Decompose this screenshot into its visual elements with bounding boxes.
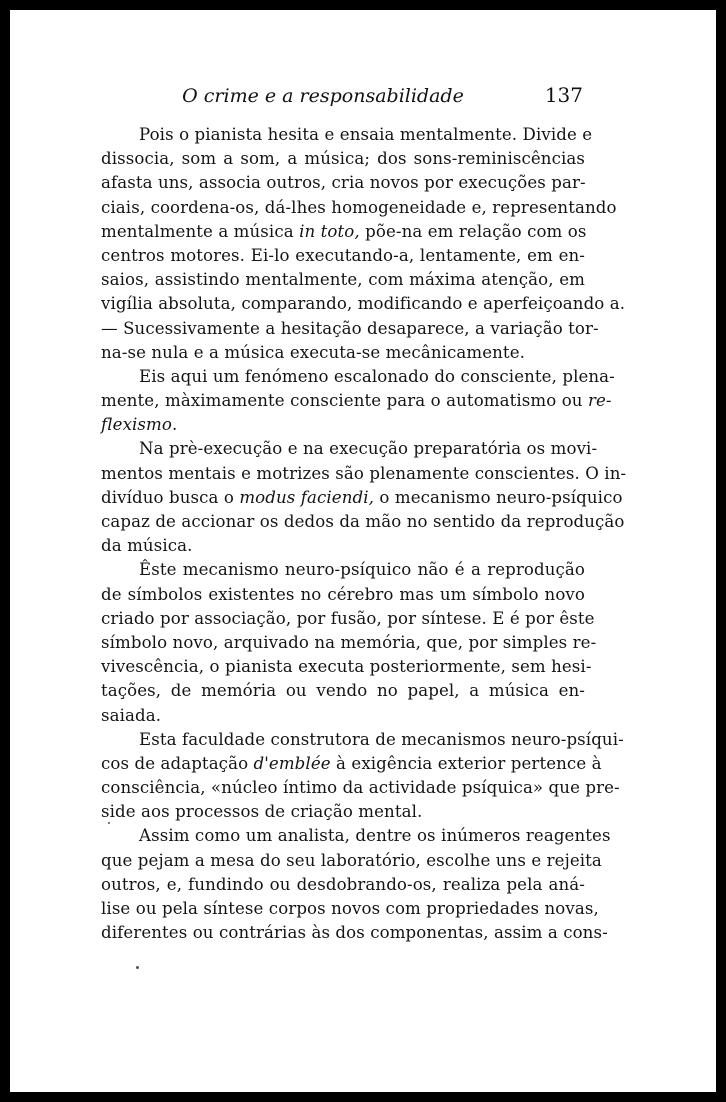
text-line: Assim como um analista, dentre os inúmeros reagentes <box>139 826 611 846</box>
text-line <box>101 486 623 510</box>
text-line: saiada. <box>101 705 162 725</box>
text-line <box>101 752 602 776</box>
body-text <box>101 123 627 945</box>
text-line: saios, assistindo mentalmente, com máxima atenção, em <box>101 270 585 290</box>
text-line: Eis aqui um fenómeno escalonado do consciente, plena- <box>139 366 615 386</box>
text-line: na-se nula e a música executa-se mecânicamente. <box>101 342 525 362</box>
text-line: outros, e, fundindo ou desdobrando-os, realiza pela aná- <box>101 874 585 894</box>
text-line: que pejam a mesa do seu laboratório, escolhe uns e rejeita <box>101 850 602 870</box>
italic-segment: modus faciendi, <box>239 487 375 507</box>
book-page <box>10 10 716 1092</box>
text-segment: . <box>171 415 178 435</box>
text-line: vigília absoluta, comparando, modificando e aperfeiçoando a. <box>101 294 626 314</box>
text-segment: cos de adaptação <box>101 753 254 773</box>
italic-segment: in toto, <box>299 221 360 241</box>
text-line: mentos mentais e motrizes são plenamente conscientes. O in- <box>101 463 627 483</box>
text-line: dissocia, som a som, a música; dos sons-reminiscências <box>101 149 585 169</box>
text-line: centros motores. Ei-lo executando-a, lentamente, em en- <box>101 245 585 265</box>
ink-speck <box>136 966 139 969</box>
text-line: ciais, coordena-os, dá-lhes homogeneidade e, representando <box>101 197 617 217</box>
text-line <box>101 389 612 413</box>
italic-segment: re- <box>587 391 612 411</box>
text-line: da música. <box>101 536 193 556</box>
text-line: símbolo novo, arquivado na memória, que, por simples re- <box>101 632 597 652</box>
text-line: — Sucessivamente a hesitação desaparece, a variação tor- <box>101 318 599 338</box>
text-line: consciência, «núcleo íntimo da actividade psíquica» que pre- <box>101 778 620 798</box>
text-segment: mentalmente a música <box>101 221 300 241</box>
text-line: tações, de memória ou vendo no papel, a música en- <box>101 681 585 701</box>
text-line: lise ou pela síntese corpos novos com propriedades novas, <box>101 899 599 918</box>
text-line: capaz de accionar os dedos da mão no sentido da reprodução <box>101 512 625 531</box>
text-segment: divíduo busca o <box>101 487 240 507</box>
text-line: Na prè-execução e na execução preparatória os movi- <box>139 439 598 459</box>
text-line: Pois o pianista hesita e ensaia mentalmente. Divide e <box>139 125 593 144</box>
text-line: diferentes ou contrárias às dos componentas, assim a cons- <box>101 923 608 943</box>
running-head <box>103 82 583 114</box>
text-line: afasta uns, associa outros, cria novos por execuções par- <box>101 173 586 193</box>
text-line: criado por associação, por fusão, por síntese. E é por êste <box>101 608 595 628</box>
text-line <box>101 220 585 244</box>
text-line: vivescência, o pianista executa posteriormente, sem hesi- <box>101 657 592 677</box>
text-segment: o mecanismo neuro-psíquico <box>374 487 623 507</box>
page-number: 137 <box>544 83 583 107</box>
text-line: side aos processos de criação mental. <box>101 802 423 822</box>
ink-speck <box>108 822 110 824</box>
text-line: de símbolos existentes no cérebro mas um símbolo novo <box>101 584 585 604</box>
text-segment: à exigência exterior pertence à <box>330 753 602 773</box>
running-title: O crime e a responsabilidade <box>182 85 464 107</box>
text-line: Êste mecanismo neuro-psíquico não é a reprodução <box>139 560 585 580</box>
text-segment: mente, màximamente consciente para o automatismo ou <box>101 391 588 411</box>
italic-segment: d'emblée <box>253 753 331 773</box>
italic-segment: flexismo <box>101 415 172 435</box>
text-segment: põe-na em relação com os <box>359 221 587 241</box>
text-line <box>101 413 585 437</box>
text-line: Esta faculdade construtora de mecanismos neuro-psíqui- <box>139 729 624 749</box>
